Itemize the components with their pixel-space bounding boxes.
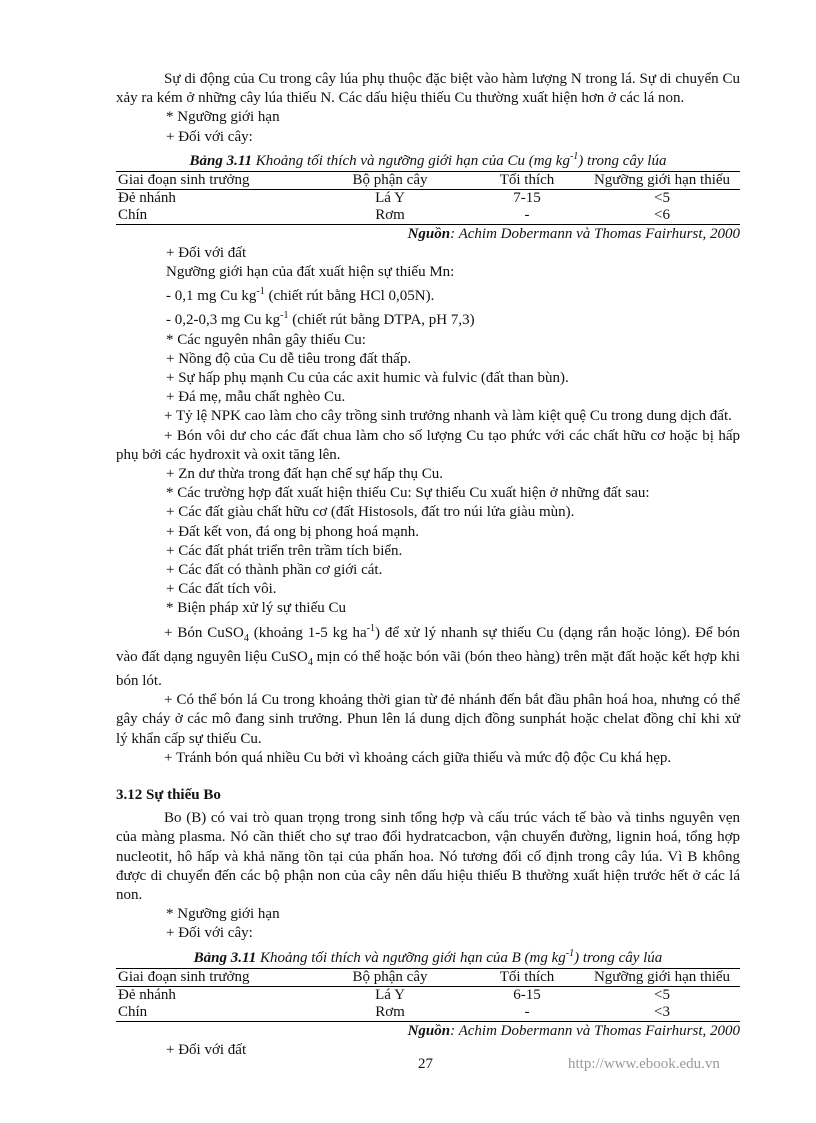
line-sandy: + Các đất có thành phần cơ giới cát. bbox=[166, 562, 383, 579]
line-for-soil: + Đối với đất bbox=[166, 244, 247, 261]
source-text: : Achim Dobermann và Thomas Fairhurst, 2000 bbox=[450, 1022, 740, 1039]
table-cu-thresholds bbox=[116, 171, 740, 225]
text: (chiết rút bằng DTPA, pH 7,3) bbox=[288, 312, 475, 329]
paragraph-cu-mobility: Sự di động của Cu trong cây lúa phụ thuộc đặc biệt vào hàm lượng N trong lá. Sự di chuyển Cu xảy ra kém ở những cây lúa thiếu N. Các dấu hiệu thiếu Cu thường xuất hiện hơn ở các lá non. bbox=[116, 71, 740, 107]
line-soil-threshold: Ngưỡng giới hạn của đất xuất hiện sự thiếu Mn: bbox=[166, 264, 455, 281]
header-stage: Giai đoạn sinh trưởng bbox=[118, 171, 250, 188]
cell-stage: Đẻ nhánh bbox=[118, 986, 176, 1003]
paragraph-liming: + Bón vôi dư cho các đất chua làm cho số lượng Cu tạo phức với các chất hữu cơ hoặc bị hấp phụ bởi các hydroxit và oxit tăng lên. bbox=[116, 427, 740, 463]
cell-stage: Chín bbox=[118, 1003, 148, 1020]
line-for-plant: + Đối với cây: bbox=[166, 128, 253, 145]
paragraph-avoid: + Tránh bón quá nhiều Cu bởi vì khoảng cách giữa thiếu và mức độ độc Cu khá hẹp. bbox=[164, 749, 672, 766]
cell-optimum: - bbox=[524, 206, 530, 223]
header-part: Bộ phận cây bbox=[352, 968, 428, 985]
cell-part: Rơm bbox=[375, 1003, 405, 1020]
cell-stage: Đẻ nhánh bbox=[118, 189, 176, 206]
line-hcl bbox=[116, 282, 740, 306]
page-footer bbox=[0, 1056, 816, 1076]
line-zn: + Zn dư thừa trong đất hạn chế sự hấp thụ Cu. bbox=[166, 466, 443, 483]
caption-text-end: ) trong cây lúa bbox=[578, 152, 667, 169]
line-low-concentration: + Nồng độ của Cu dễ tiêu trong đất thấp. bbox=[166, 350, 412, 367]
paragraph-cuso4 bbox=[116, 619, 740, 692]
sub: 4 bbox=[307, 656, 313, 668]
text: mịn có thể hoặc bón vãi (bón theo hàng) trên mặt đất hoặc kết hợp khi bón lót. bbox=[116, 648, 740, 690]
text: (chiết rút bằng HCl 0,05N). bbox=[264, 288, 435, 305]
line-cases: * Các trường hợp đất xuất hiện thiếu Cu: Sự thiếu Cu xuất hiện ở những đất sau: bbox=[166, 485, 650, 502]
page-number: 27 bbox=[418, 1056, 433, 1072]
paragraph-npk: + Tỷ lệ NPK cao làm cho cây trồng sinh trưởng nhanh và làm kiệt quệ Cu trong dung dịch đất. bbox=[164, 408, 732, 425]
line-for-soil-2: + Đối với đất bbox=[166, 1041, 247, 1058]
paragraph-foliar: + Có thể bón lá Cu trong khoảng thời gian từ đẻ nhánh đến bắt đầu phân hoá hoa, nhưng có thể gây cháy ở các mô đang sinh trưởng. Phun lên lá dung dịch đồng sunphát hoặc chelat đồng chỉ khi xử lý khẩn cấp sự thiếu Cu. bbox=[116, 692, 740, 747]
page-content bbox=[116, 70, 740, 1060]
line-for-plant-2: + Đối với cây: bbox=[166, 925, 253, 942]
table-header-row bbox=[116, 171, 740, 189]
line-causes: * Các nguyên nhân gây thiếu Cu: bbox=[166, 331, 366, 348]
line-treatment: * Biện pháp xử lý sự thiếu Cu bbox=[166, 600, 346, 617]
cell-part: Lá Y bbox=[375, 189, 405, 206]
table-b-thresholds bbox=[116, 968, 740, 1022]
line-dtpa bbox=[116, 306, 740, 330]
footer-url[interactable]: http://www.ebook.edu.vn bbox=[568, 1056, 720, 1072]
sup: -1 bbox=[256, 286, 265, 298]
caption-sup: -1 bbox=[569, 150, 579, 162]
table-caption-b bbox=[116, 944, 740, 968]
table-row bbox=[116, 207, 740, 225]
table-label: Bảng 3.11 bbox=[193, 949, 257, 966]
text: - 0,1 mg Cu kg bbox=[166, 288, 257, 305]
line-laterite: + Đất kết von, đá ong bị phong hoá mạnh. bbox=[166, 523, 420, 540]
table-source-2 bbox=[116, 1022, 740, 1041]
caption-text: Khoảng tối thích và ngưỡng giới hạn của B (mg kg bbox=[256, 949, 566, 966]
section-heading-boron: 3.12 Sự thiếu Bo bbox=[116, 787, 221, 804]
cell-deficiency: <6 bbox=[654, 206, 670, 223]
line-marine: + Các đất phát triển trên trầm tích biển. bbox=[166, 542, 403, 559]
caption-text-end: ) trong cây lúa bbox=[574, 949, 663, 966]
cell-deficiency: <5 bbox=[654, 986, 670, 1003]
line-parent-rock: + Đá mẹ, mẫu chất nghèo Cu. bbox=[166, 389, 346, 406]
caption-sup: -1 bbox=[565, 947, 575, 959]
cell-stage: Chín bbox=[118, 206, 148, 223]
table-caption-cu bbox=[116, 147, 740, 171]
header-deficiency: Ngưỡng giới hạn thiếu bbox=[593, 968, 731, 985]
sup: -1 bbox=[280, 310, 289, 322]
line-calcareous: + Các đất tích vôi. bbox=[166, 581, 277, 598]
line-threshold-2: * Ngưỡng giới hạn bbox=[166, 906, 280, 923]
table-row bbox=[116, 189, 740, 207]
header-stage: Giai đoạn sinh trưởng bbox=[118, 968, 250, 985]
text: + Bón CuSO bbox=[164, 624, 244, 641]
caption-text: Khoảng tối thích và ngưỡng giới hạn của Cu (mg kg bbox=[252, 152, 570, 169]
line-adsorption: + Sự hấp phụ mạnh Cu của các axit humic và fulvic (đất than bùn). bbox=[166, 370, 569, 387]
table-row bbox=[116, 1004, 740, 1022]
paragraph-boron: Bo (B) có vai trò quan trọng trong sinh tổng hợp và cấu trúc vách tế bào và tinhs nguyên vẹn của màng plasma. Nó cần thiết cho sự trao đổi hydratcacbon, vận chuyển đường, lignin hoá, tổng hợp nucleotit, hô hấp và khả năng tồn tại của phấn hoa. Nó tương đối cố định trong cây lúa. Vì B không được di chuyển đến các bộ phận non của cây nên dấu hiệu thiếu B thường xuất hiện trước hết ở các lá non. bbox=[116, 810, 740, 903]
source-text: : Achim Dobermann và Thomas Fairhurst, 2000 bbox=[450, 225, 740, 242]
cell-optimum: 7-15 bbox=[513, 189, 541, 206]
source-label: Nguồn bbox=[407, 225, 451, 242]
sub: 4 bbox=[243, 632, 249, 644]
line-threshold: * Ngưỡng giới hạn bbox=[166, 109, 280, 126]
cell-part: Rơm bbox=[375, 206, 405, 223]
table-row bbox=[116, 986, 740, 1004]
source-label: Nguồn bbox=[407, 1022, 451, 1039]
header-optimum: Tối thích bbox=[499, 171, 555, 188]
cell-deficiency: <3 bbox=[654, 1003, 670, 1020]
cell-part: Lá Y bbox=[375, 986, 405, 1003]
table-header-row bbox=[116, 968, 740, 986]
header-deficiency: Ngưỡng giới hạn thiếu bbox=[593, 171, 731, 188]
cell-optimum: - bbox=[524, 1003, 530, 1020]
text: ) để xử lý nhanh sự thiếu Cu (dạng rắn hoặc lỏng). Để bón vào đất dạng nguyên liệu CuSO bbox=[116, 624, 740, 665]
table-label: Bảng 3.11 bbox=[189, 152, 253, 169]
sup: -1 bbox=[366, 622, 376, 634]
table-source bbox=[116, 225, 740, 244]
cell-optimum: 6-15 bbox=[513, 986, 541, 1003]
header-optimum: Tối thích bbox=[499, 968, 555, 985]
text: - 0,2-0,3 mg Cu kg bbox=[166, 312, 281, 329]
cell-deficiency: <5 bbox=[654, 189, 670, 206]
header-part: Bộ phận cây bbox=[352, 171, 428, 188]
text: (khoảng 1-5 kg ha bbox=[248, 624, 367, 641]
line-organic: + Các đất giàu chất hữu cơ (đất Histosols, đất tro núi lửa giàu mùn). bbox=[166, 504, 575, 521]
